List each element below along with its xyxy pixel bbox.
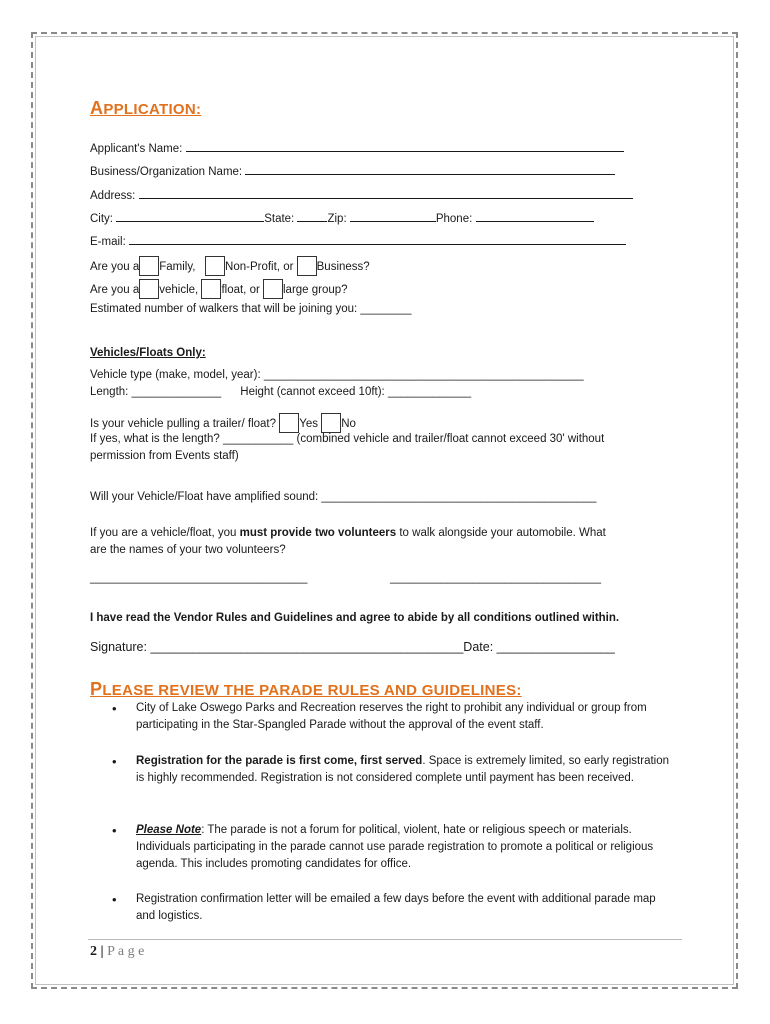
- height-field[interactable]: Height (cannot exceed 10ft): _____________: [240, 386, 472, 398]
- trailer-question: Is your vehicle pulling a trailer/ float?: [90, 418, 277, 430]
- entry-type-row: [90, 279, 348, 299]
- rule-bullet-1: • City of Lake Oswego Parks and Recreation reserves the right to prohibit any individual or group from participating in the Star-Spangled Parade without the approval of the event staff.: [112, 700, 672, 734]
- zip-label: Zip:: [327, 213, 347, 225]
- state-field[interactable]: [297, 209, 327, 222]
- large-group-label: large group?: [283, 284, 348, 296]
- volunteer-2-field[interactable]: _________________________________: [390, 572, 602, 584]
- trailer-length-row: If yes, what is the length? ___________ (combined vehicle and trailer/float cannot exceed 30' without: [90, 433, 605, 445]
- business-label: Business?: [316, 261, 370, 273]
- footer-divider: [88, 939, 682, 940]
- family-checkbox[interactable]: [139, 256, 159, 276]
- email-row: [90, 232, 626, 249]
- permission-row: permission from Events staff): [90, 450, 239, 462]
- applicant-name-label: Applicant's Name:: [90, 143, 183, 155]
- address-field[interactable]: [139, 186, 633, 199]
- address-label: Address:: [90, 190, 136, 202]
- length-height-row: [90, 385, 471, 399]
- phone-field[interactable]: [476, 209, 594, 222]
- amplified-sound-row: Will your Vehicle/Float have amplified sound: ___________________________________________: [90, 491, 597, 503]
- business-name-row: [90, 162, 615, 179]
- page-number: 2: [90, 944, 97, 959]
- rule-bullet-4: • Registration confirmation letter will be emailed a few days before the event with additional parade map and logistics.: [112, 891, 672, 925]
- volunteers-row-2: are the names of your two volunteers?: [90, 544, 286, 556]
- application-heading: APPLICATION:: [90, 98, 202, 118]
- business-name-label: Business/Organization Name:: [90, 166, 243, 178]
- state-label: State:: [264, 213, 295, 225]
- city-label: City:: [90, 213, 113, 225]
- yes-checkbox[interactable]: [279, 413, 299, 433]
- business-checkbox[interactable]: [297, 256, 317, 276]
- family-label: Family,: [159, 261, 196, 273]
- walkers-row: Estimated number of walkers that will be joining you: ________: [90, 303, 412, 315]
- trailer-row: [90, 413, 356, 433]
- page-label: P a g e: [107, 944, 145, 959]
- non-profit-checkbox[interactable]: [205, 256, 225, 276]
- vehicle-label: vehicle,: [159, 284, 199, 296]
- zip-field[interactable]: [350, 209, 436, 222]
- applicant-name-field[interactable]: [186, 139, 624, 152]
- address-row: [90, 186, 633, 203]
- rule-bullet-2: • Registration for the parade is first come, first served. Space is extremely limited, so early registration is highly recommended. Registration is not considered complete until payment has been received.: [112, 753, 672, 787]
- page-footer: [90, 944, 144, 960]
- are-you-a-label-2: Are you a: [90, 284, 140, 296]
- volunteer-1-field[interactable]: __________________________________: [90, 572, 308, 584]
- length-field[interactable]: Length: ______________: [90, 386, 222, 398]
- vehicle-type-row: Vehicle type (make, model, year): __________________________________________________: [90, 369, 584, 381]
- phone-label: Phone:: [435, 213, 473, 225]
- email-field[interactable]: [129, 232, 626, 245]
- vehicles-heading: Vehicles/Floats Only:: [90, 347, 206, 359]
- volunteers-row: If you are a vehicle/float, you must provide two volunteers to walk alongside your automobile. What: [90, 527, 606, 539]
- non-profit-label: Non-Profit, or: [225, 261, 294, 273]
- footer-separator: |: [100, 944, 104, 959]
- vehicle-checkbox[interactable]: [139, 279, 159, 299]
- no-checkbox[interactable]: [321, 413, 341, 433]
- city-field[interactable]: [116, 209, 264, 222]
- are-you-a-label: Are you a: [90, 261, 140, 273]
- business-name-field[interactable]: [245, 162, 615, 175]
- yes-label: Yes: [299, 418, 318, 430]
- float-label: float, or: [221, 284, 260, 296]
- signature-row[interactable]: Signature: _____________________________________________Date: _________________: [90, 640, 615, 654]
- email-label: E-mail:: [90, 236, 126, 248]
- large-group-checkbox[interactable]: [263, 279, 283, 299]
- city-row: [90, 209, 594, 226]
- no-label: No: [341, 418, 356, 430]
- rules-heading: PLEASE REVIEW THE PARADE RULES AND GUIDELINES:: [90, 679, 522, 699]
- applicant-name-row: [90, 139, 624, 156]
- entrant-type-row: [90, 256, 370, 276]
- rule-bullet-3: • Please Note: The parade is not a forum for political, violent, hate or religious speech or materials. Individuals participating in the parade cannot use parade registration to promote a political or religious agenda. This includes promoting candidates for office.: [112, 822, 672, 873]
- float-checkbox[interactable]: [201, 279, 221, 299]
- agreement-statement: I have read the Vendor Rules and Guidelines and agree to abide by all conditions outlined within.: [90, 612, 620, 624]
